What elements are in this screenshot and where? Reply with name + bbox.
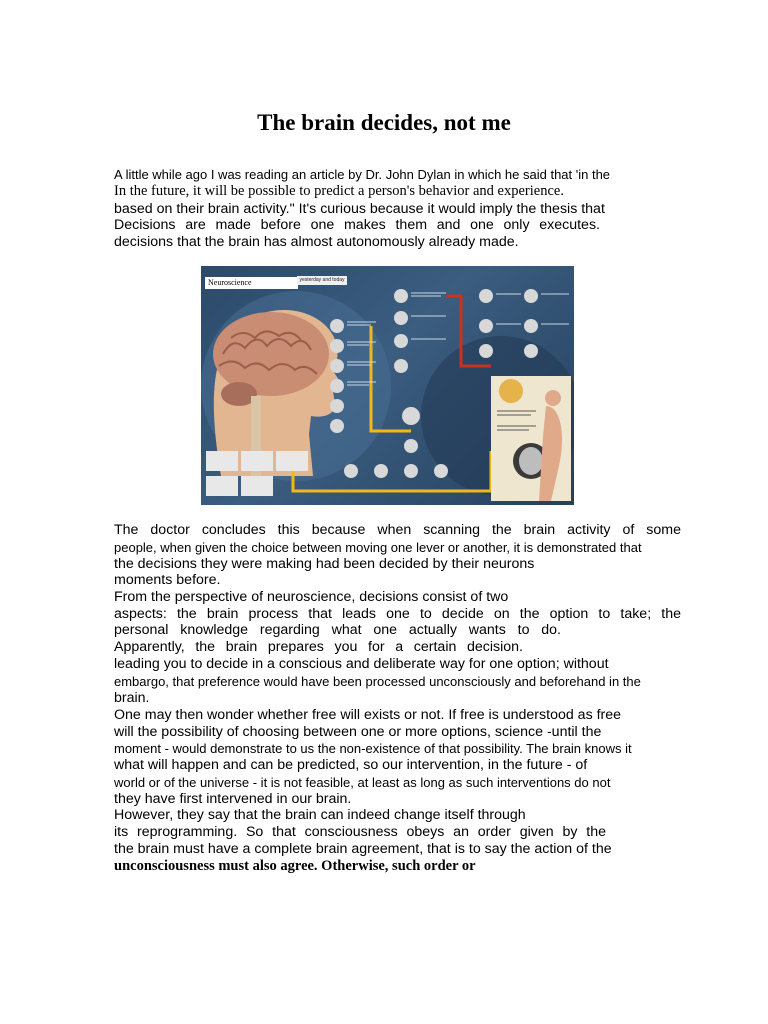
text-line: Apparently, the brain prepares you for a certain decision. bbox=[114, 639, 523, 655]
infographic-subtitle: yesterday and today bbox=[297, 276, 347, 285]
text-line: decisions that the brain has almost autonomously already made. bbox=[114, 234, 519, 250]
text-line: Decisions are made before one makes them and one only executes. bbox=[114, 217, 600, 233]
text-line: From the perspective of neuroscience, decisions consist of two bbox=[114, 589, 509, 605]
neuroscience-infographic bbox=[201, 266, 574, 505]
text-line: A little while ago I was reading an article by Dr. John Dylan in which he said that 'in the bbox=[114, 167, 611, 182]
text-line: moment - would demonstrate to us the non-existence of that possibility. The brain knows it bbox=[114, 741, 632, 756]
text-line: embargo, that preference would have been processed unconsciously and beforehand in the bbox=[114, 674, 641, 689]
text-line: world or of the universe - it is not feasible, at least as long as such interventions do not bbox=[114, 775, 611, 790]
text-line: One may then wonder whether free will exists or not. If free is understood as free bbox=[114, 707, 622, 723]
infographic-artwork bbox=[201, 266, 574, 505]
text-line: the brain must have a complete brain agreement, that is to say the action of the bbox=[114, 841, 612, 857]
text-line: personal knowledge regarding what one actually wants to do. bbox=[114, 622, 561, 638]
text-line: aspects: the brain process that leads one to decide on the option to take; the bbox=[114, 606, 681, 622]
text-line: The doctor concludes this because when scanning the brain activity of some bbox=[114, 522, 681, 538]
text-line: However, they say that the brain can indeed change itself through bbox=[114, 807, 526, 823]
text-line: brain. bbox=[114, 690, 150, 706]
text-line: moments before. bbox=[114, 572, 221, 588]
text-line: In the future, it will be possible to predict a person's behavior and experience. bbox=[114, 183, 564, 199]
text-line: leading you to decide in a conscious and deliberate way for one option; without bbox=[114, 656, 609, 672]
page-title: The brain decides, not me bbox=[257, 110, 511, 135]
text-line: they have first intervened in our brain. bbox=[114, 791, 352, 807]
text-line: unconsciousness must also agree. Otherwise, such order or bbox=[114, 858, 476, 874]
text-line: what will happen and can be predicted, so our intervention, in the future - of bbox=[114, 757, 588, 773]
text-line: people, when given the choice between moving one lever or another, it is demonstrated that bbox=[114, 540, 642, 555]
text-line: its reprogramming. So that consciousness obeys an order given by the bbox=[114, 824, 606, 840]
text-line: based on their brain activity." It's curious because it would imply the thesis that bbox=[114, 201, 605, 217]
text-line: will the possibility of choosing between one or more options, science -until the bbox=[114, 724, 602, 740]
text-line: the decisions they were making had been decided by their neurons bbox=[114, 556, 535, 572]
infographic-title: Neuroscience bbox=[205, 277, 298, 289]
